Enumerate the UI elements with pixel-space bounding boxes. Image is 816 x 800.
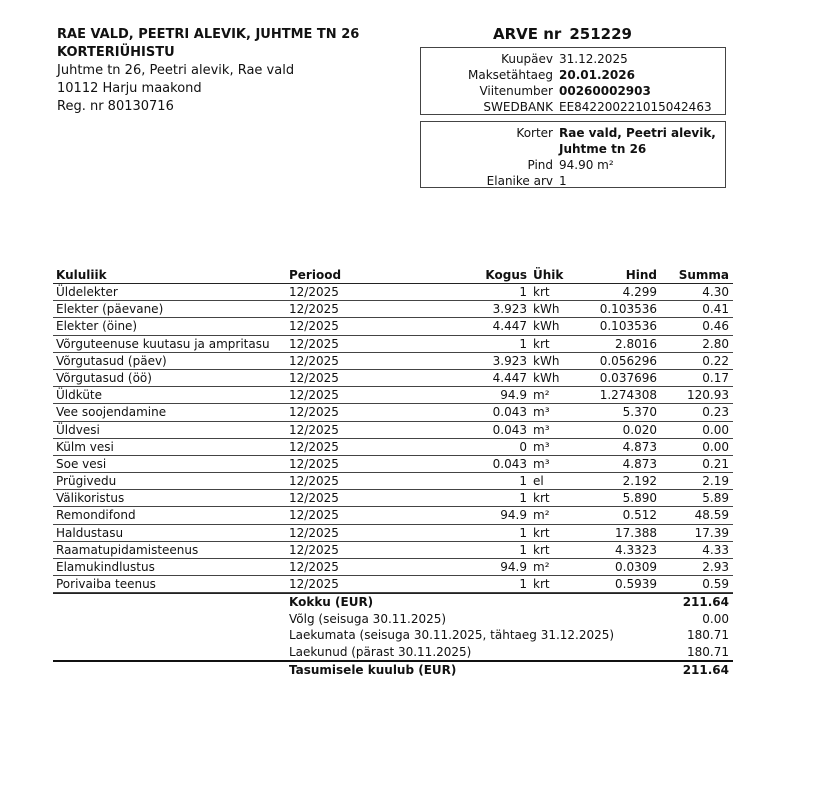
- cell-qty: 1: [519, 525, 527, 540]
- cell-qty: 94.9: [500, 508, 527, 523]
- invoice-date-row: [421, 51, 725, 67]
- cell-sum: 0.00: [702, 422, 729, 437]
- cell-qty: 1: [519, 542, 527, 557]
- table-row: [53, 439, 733, 456]
- cell-name: Võrguteenuse kuutasu ja ampritasu: [56, 336, 270, 351]
- cell-period: 12/2025: [289, 336, 339, 351]
- total-label: Kokku (EUR): [289, 595, 374, 610]
- issuer-address-line2: 10112 Harju maakond: [57, 81, 202, 96]
- bank-account-value: EE842200221015042463: [559, 100, 712, 114]
- residents-label: Elanike arv: [486, 174, 553, 188]
- table-row: [53, 301, 733, 318]
- cell-price: 2.8016: [615, 336, 657, 351]
- reference-number-row: [421, 83, 725, 99]
- cell-sum: 0.22: [702, 353, 729, 368]
- table-row: [53, 490, 733, 507]
- cell-period: 12/2025: [289, 577, 339, 592]
- cell-unit: kWh: [533, 302, 560, 317]
- invoice-title: [493, 25, 640, 43]
- cell-period: 12/2025: [289, 285, 339, 299]
- cell-price: 0.103536: [599, 302, 657, 317]
- apartment-label: Korter: [516, 126, 553, 140]
- residents-value: 1: [559, 174, 567, 188]
- cell-period: 12/2025: [289, 370, 339, 385]
- cell-name: Elekter (öine): [56, 319, 138, 334]
- received-row: [53, 644, 733, 661]
- cell-sum: 0.46: [702, 319, 729, 334]
- cell-unit: m³: [533, 439, 550, 454]
- cell-qty: 94.9: [500, 388, 527, 403]
- cell-name: Võrgutasud (päev): [56, 353, 167, 368]
- cell-period: 12/2025: [289, 491, 339, 506]
- cell-price: 5.890: [622, 491, 657, 506]
- invoice-number: 251229: [569, 25, 632, 43]
- cell-price: 0.037696: [599, 370, 657, 385]
- table-row: [53, 507, 733, 524]
- cell-sum: 120.93: [687, 388, 729, 403]
- table-row: [53, 559, 733, 576]
- apartment-value-line2: Juhtme tn 26: [559, 142, 647, 156]
- payable-label: Tasumisele kuulub (EUR): [289, 663, 457, 678]
- cell-sum: 2.80: [702, 336, 729, 351]
- cell-unit: krt: [533, 525, 550, 540]
- apartment-row: [421, 125, 725, 141]
- cell-name: Välikoristus: [56, 491, 125, 506]
- cell-unit: m²: [533, 508, 550, 523]
- cell-unit: m³: [533, 405, 550, 420]
- debt-value: 0.00: [702, 611, 729, 626]
- cell-period: 12/2025: [289, 422, 339, 437]
- receivable-row: [53, 627, 733, 644]
- area-value: 94.90 m²: [559, 158, 614, 172]
- charges-table: [53, 268, 733, 678]
- cell-unit: m³: [533, 422, 550, 437]
- cell-price: 4.299: [622, 285, 657, 299]
- invoice-date-label: Kuupäev: [501, 52, 553, 66]
- cell-qty: 1: [519, 474, 527, 489]
- table-body: [53, 284, 733, 593]
- cell-qty: 94.9: [500, 560, 527, 574]
- invoice-details-box: [420, 47, 726, 115]
- table-row: [53, 404, 733, 421]
- cell-unit: krt: [533, 491, 550, 506]
- cell-period: 12/2025: [289, 302, 339, 317]
- receivable-value: 180.71: [687, 628, 729, 643]
- apartment-details-box: [420, 121, 726, 188]
- cell-qty: 4.447: [492, 370, 527, 385]
- cell-period: 12/2025: [289, 353, 339, 368]
- issuer-name-line1: RAE VALD, PEETRI ALEVIK, JUHTME TN 26: [57, 27, 360, 42]
- cell-sum: 0.17: [702, 370, 729, 385]
- cell-price: 2.192: [622, 474, 657, 489]
- cell-name: Üldküte: [56, 388, 103, 403]
- cell-name: Üldvesi: [56, 422, 100, 437]
- cell-price: 0.5939: [615, 577, 657, 592]
- cell-unit: krt: [533, 542, 550, 557]
- table-row: [53, 370, 733, 387]
- cell-sum: 17.39: [694, 525, 729, 540]
- total-row: [53, 593, 733, 611]
- cell-period: 12/2025: [289, 439, 339, 454]
- cell-name: Elekter (päevane): [56, 302, 164, 317]
- table-row: [53, 473, 733, 490]
- residents-row: [421, 173, 725, 189]
- cell-qty: 0.043: [492, 456, 527, 471]
- table-row: [53, 387, 733, 404]
- cell-sum: 0.59: [702, 577, 729, 592]
- cell-name: Soe vesi: [56, 456, 107, 471]
- cell-sum: 2.93: [702, 560, 729, 574]
- cell-unit: m²: [533, 388, 550, 403]
- table-row: [53, 542, 733, 559]
- cell-period: 12/2025: [289, 456, 339, 471]
- cell-sum: 0.00: [702, 439, 729, 454]
- area-label: Pind: [527, 158, 553, 172]
- header-period: Periood: [289, 268, 342, 282]
- table-row: [53, 353, 733, 370]
- table-row: [53, 576, 733, 593]
- issuer-reg-number: Reg. nr 80130716: [57, 99, 174, 114]
- total-value: 211.64: [682, 595, 729, 610]
- cell-unit: kWh: [533, 353, 560, 368]
- cell-name: Prügivedu: [56, 474, 117, 489]
- cell-unit: el: [533, 474, 544, 489]
- cell-sum: 0.21: [702, 456, 729, 471]
- cell-name: Võrgutasud (öö): [56, 370, 152, 385]
- cell-unit: krt: [533, 285, 550, 299]
- cell-name: Külm vesi: [56, 439, 114, 454]
- cell-qty: 1: [519, 577, 527, 592]
- cell-qty: 0.043: [492, 405, 527, 420]
- summary-block: [53, 593, 733, 678]
- cell-period: 12/2025: [289, 508, 339, 523]
- cell-name: Remondifond: [56, 508, 136, 523]
- cell-sum: 5.89: [702, 491, 729, 506]
- cell-price: 4.873: [622, 456, 657, 471]
- cell-name: Raamatupidamisteenus: [56, 542, 199, 557]
- due-date-value: 20.01.2026: [559, 68, 635, 82]
- cell-qty: 4.447: [492, 319, 527, 334]
- cell-price: 0.512: [622, 508, 657, 523]
- issuer-block: [57, 26, 397, 116]
- cell-price: 0.0309: [615, 560, 657, 574]
- cell-unit: krt: [533, 577, 550, 592]
- cell-sum: 0.41: [702, 302, 729, 317]
- issuer-name-line2: KORTERIÜHISTU: [57, 45, 175, 60]
- cell-sum: 48.59: [694, 508, 729, 523]
- cell-name: Vee soojendamine: [56, 405, 167, 420]
- cell-price: 1.274308: [599, 388, 657, 403]
- cell-price: 0.056296: [599, 353, 657, 368]
- apartment-row-cont: [421, 141, 725, 157]
- cell-period: 12/2025: [289, 319, 339, 334]
- cell-period: 12/2025: [289, 388, 339, 403]
- table-row: [53, 525, 733, 542]
- payable-row: [53, 660, 733, 678]
- cell-sum: 4.33: [702, 542, 729, 557]
- cell-name: Üldelekter: [56, 285, 118, 299]
- bank-account-row: [421, 99, 725, 115]
- cell-sum: 2.19: [702, 474, 729, 489]
- header-qty: Kogus: [485, 268, 527, 282]
- cell-qty: 1: [519, 336, 527, 351]
- due-date-label: Maksetähtaeg: [467, 68, 553, 82]
- cell-period: 12/2025: [289, 542, 339, 557]
- invoice-label: ARVE nr: [493, 25, 562, 43]
- payable-value: 211.64: [682, 663, 729, 678]
- cell-name: Haldustasu: [56, 525, 124, 540]
- table-row: [53, 336, 733, 353]
- issuer-address-line1: Juhtme tn 26, Peetri alevik, Rae vald: [57, 63, 295, 78]
- bank-label: SWEDBANK: [483, 100, 553, 114]
- debt-label: Võlg (seisuga 30.11.2025): [289, 611, 447, 626]
- cell-sum: 4.30: [702, 285, 729, 299]
- cell-qty: 0.043: [492, 422, 527, 437]
- cell-price: 4.3323: [615, 542, 657, 557]
- cell-period: 12/2025: [289, 474, 339, 489]
- cell-price: 4.873: [622, 439, 657, 454]
- header-name: Kululiik: [56, 268, 107, 282]
- cell-price: 17.388: [615, 525, 657, 540]
- cell-period: 12/2025: [289, 405, 339, 420]
- reference-number-label: Viitenumber: [479, 84, 553, 98]
- cell-name: Elamukindlustus: [56, 560, 155, 574]
- cell-price: 5.370: [622, 405, 657, 420]
- cell-qty: 0: [519, 439, 527, 454]
- cell-qty: 3.923: [492, 353, 527, 368]
- invoice-date-value: 31.12.2025: [559, 52, 628, 66]
- table-row: [53, 456, 733, 473]
- reference-number-value: 00260002903: [559, 84, 651, 98]
- cell-unit: kWh: [533, 319, 560, 334]
- debt-row: [53, 611, 733, 628]
- table-row: [53, 318, 733, 335]
- cell-unit: m³: [533, 456, 550, 471]
- table-row: [53, 284, 733, 301]
- receivable-label: Laekumata (seisuga 30.11.2025, tähtaeg 31.12.2025): [289, 628, 615, 643]
- cell-unit: krt: [533, 336, 550, 351]
- cell-unit: kWh: [533, 370, 560, 385]
- cell-name: Porivaiba teenus: [56, 577, 156, 592]
- apartment-value-line1: Rae vald, Peetri alevik,: [559, 126, 716, 140]
- header-unit: Ühik: [533, 268, 564, 282]
- cell-sum: 0.23: [702, 405, 729, 420]
- cell-period: 12/2025: [289, 525, 339, 540]
- cell-qty: 1: [519, 491, 527, 506]
- cell-period: 12/2025: [289, 560, 339, 574]
- header-sum: Summa: [678, 268, 729, 282]
- received-label: Laekunud (pärast 30.11.2025): [289, 644, 472, 659]
- cell-qty: 3.923: [492, 302, 527, 317]
- table-row: [53, 422, 733, 439]
- cell-qty: 1: [519, 285, 527, 299]
- received-value: 180.71: [687, 644, 729, 659]
- cell-price: 0.103536: [599, 319, 657, 334]
- cell-unit: m²: [533, 560, 550, 574]
- table-header: [53, 268, 733, 284]
- due-date-row: [421, 67, 725, 83]
- cell-price: 0.020: [622, 422, 657, 437]
- header-price: Hind: [625, 268, 657, 282]
- area-row: [421, 157, 725, 173]
